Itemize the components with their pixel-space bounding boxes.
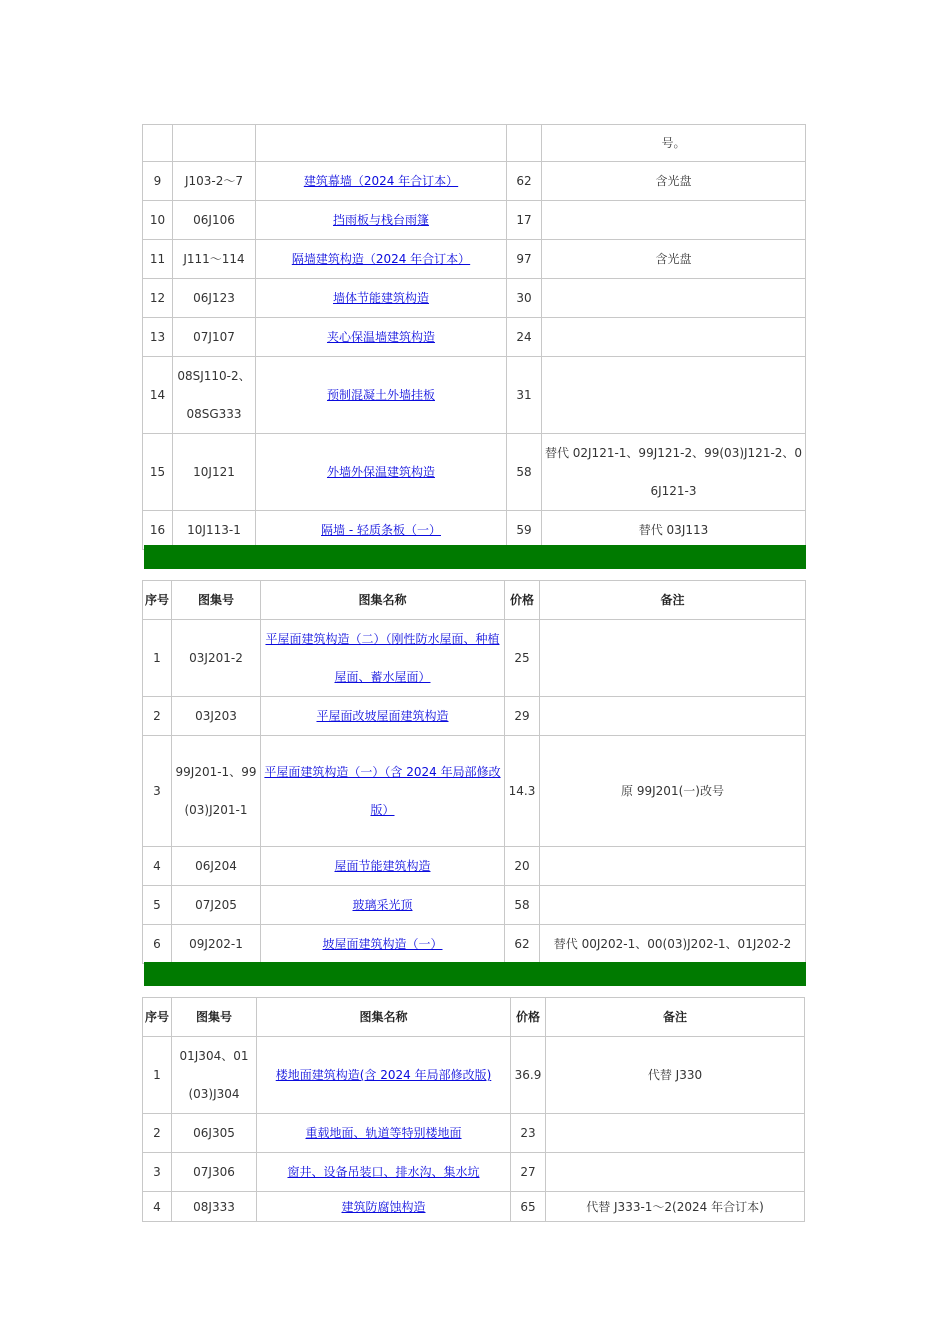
section-divider-band	[144, 962, 806, 986]
table-row	[143, 201, 806, 240]
header-price: 价格	[505, 581, 540, 620]
header-note: 备注	[540, 581, 806, 620]
atlas-note: 代替 J330	[546, 1037, 805, 1114]
table-row	[143, 620, 806, 697]
atlas-note	[540, 847, 806, 886]
atlas-link[interactable]: 墙体节能建筑构造	[332, 291, 429, 305]
atlas-note: 号。	[542, 125, 806, 162]
header-note: 备注	[546, 998, 805, 1037]
atlas-note	[546, 1153, 805, 1192]
table-row	[143, 736, 806, 847]
atlas-link[interactable]: 坡屋面建筑构造（一）	[322, 937, 443, 951]
row-number: 6	[143, 925, 172, 964]
atlas-code: 99J201-1、99(03)J201-1	[172, 736, 261, 847]
atlas-price: 14.3	[505, 736, 540, 847]
atlas-note: 原 99J201(一)改号	[540, 736, 806, 847]
row-number: 3	[143, 1153, 172, 1192]
row-number: 1	[143, 1037, 172, 1114]
table-row	[143, 847, 806, 886]
atlas-name	[256, 240, 507, 279]
atlas-link[interactable]: 建筑幕墙（2024 年合订本）	[303, 174, 459, 188]
header-price: 价格	[511, 998, 546, 1037]
table-row	[143, 697, 806, 736]
atlas-price: 27	[511, 1153, 546, 1192]
atlas-price: 30	[507, 279, 542, 318]
row-number: 14	[143, 357, 173, 434]
table-row	[143, 279, 806, 318]
atlas-link[interactable]: 玻璃采光顶	[352, 898, 413, 912]
atlas-code: 10J121	[173, 434, 256, 511]
atlas-code: 09J202-1	[172, 925, 261, 964]
atlas-name	[257, 1114, 511, 1153]
atlas-note: 含光盘	[542, 240, 806, 279]
atlas-note	[540, 620, 806, 697]
row-number: 1	[143, 620, 172, 697]
atlas-name	[256, 357, 507, 434]
atlas-code: 07J107	[173, 318, 256, 357]
table-row	[143, 162, 806, 201]
atlas-table-roofs	[142, 580, 806, 964]
atlas-code: 03J201-2	[172, 620, 261, 697]
row-number: 2	[143, 697, 172, 736]
atlas-name	[261, 925, 505, 964]
table-header-row	[143, 998, 805, 1037]
atlas-code: J111～114	[173, 240, 256, 279]
atlas-code: 08SJ110-2、08SG333	[173, 357, 256, 434]
section-divider-band	[144, 545, 806, 569]
table-row	[143, 1192, 805, 1222]
atlas-note	[540, 886, 806, 925]
atlas-price: 24	[507, 318, 542, 357]
header-code: 图集号	[172, 998, 257, 1037]
atlas-link[interactable]: 隔墙建筑构造（2024 年合订本）	[291, 252, 471, 266]
atlas-code: 10J113-1	[173, 511, 256, 550]
atlas-table-floors	[142, 997, 805, 1222]
atlas-link[interactable]: 平屋面建筑构造（一）（含 2024 年局部修改版）	[264, 765, 501, 817]
atlas-code: 06J305	[172, 1114, 257, 1153]
header-number: 序号	[143, 581, 172, 620]
table-row	[143, 886, 806, 925]
row-number: 2	[143, 1114, 172, 1153]
atlas-price: 62	[505, 925, 540, 964]
row-number	[143, 125, 173, 162]
table-row	[143, 434, 806, 511]
atlas-link[interactable]: 屋面节能建筑构造	[334, 859, 431, 873]
header-name: 图集名称	[261, 581, 505, 620]
atlas-note	[542, 201, 806, 240]
atlas-link[interactable]: 隔墙 - 轻质条板（一）	[321, 523, 441, 537]
atlas-name	[256, 434, 507, 511]
atlas-code: 07J306	[172, 1153, 257, 1192]
header-name: 图集名称	[257, 998, 511, 1037]
atlas-note: 含光盘	[542, 162, 806, 201]
atlas-name	[261, 620, 505, 697]
atlas-price: 62	[507, 162, 542, 201]
atlas-note	[546, 1114, 805, 1153]
atlas-price: 29	[505, 697, 540, 736]
atlas-note: 替代 03J113	[542, 511, 806, 550]
atlas-name	[256, 125, 507, 162]
atlas-name	[257, 1192, 511, 1222]
atlas-price: 58	[507, 434, 542, 511]
atlas-note: 替代 02J121-1、99J121-2、99(03)J121-2、06J121-3	[542, 434, 806, 511]
table-header-row	[143, 581, 806, 620]
table-row	[143, 1153, 805, 1192]
atlas-price: 97	[507, 240, 542, 279]
atlas-name	[256, 201, 507, 240]
atlas-link[interactable]: 夹心保温墙建筑构造	[326, 330, 435, 344]
atlas-name	[257, 1037, 511, 1114]
atlas-name	[256, 318, 507, 357]
table-row	[143, 125, 806, 162]
header-number: 序号	[143, 998, 172, 1037]
atlas-link[interactable]: 平屋面建筑构造（二）（刚性防水屋面、种植屋面、蓄水屋面）	[265, 632, 500, 684]
atlas-note	[542, 279, 806, 318]
atlas-name	[261, 886, 505, 925]
row-number: 4	[143, 1192, 172, 1222]
atlas-price: 20	[505, 847, 540, 886]
atlas-code: 06J106	[173, 201, 256, 240]
atlas-note	[540, 697, 806, 736]
atlas-price: 31	[507, 357, 542, 434]
atlas-price: 23	[511, 1114, 546, 1153]
atlas-code: 01J304、01(03)J304	[172, 1037, 257, 1114]
table-row	[143, 357, 806, 434]
atlas-link[interactable]: 预制混凝土外墙挂板	[326, 388, 435, 402]
atlas-link[interactable]: 建筑防腐蚀构造	[341, 1199, 426, 1214]
row-number: 10	[143, 201, 173, 240]
table-row	[143, 511, 806, 550]
table-row	[143, 1114, 805, 1153]
row-number: 16	[143, 511, 173, 550]
table-row	[143, 1037, 805, 1114]
atlas-name	[256, 162, 507, 201]
atlas-note	[542, 318, 806, 357]
atlas-name	[261, 736, 505, 847]
atlas-note: 替代 00J202-1、00(03)J202-1、01J202-2	[540, 925, 806, 964]
row-number: 4	[143, 847, 172, 886]
row-number: 15	[143, 434, 173, 511]
table-row	[143, 318, 806, 357]
header-code: 图集号	[172, 581, 261, 620]
atlas-name	[257, 1153, 511, 1192]
row-number: 5	[143, 886, 172, 925]
row-number: 12	[143, 279, 173, 318]
row-number: 3	[143, 736, 172, 847]
row-number: 11	[143, 240, 173, 279]
atlas-name	[261, 697, 505, 736]
atlas-note	[542, 357, 806, 434]
atlas-name	[261, 847, 505, 886]
atlas-link[interactable]: 楼地面建筑构造(含 2024 年局部修改版)	[275, 1068, 492, 1082]
atlas-table-walls	[142, 124, 806, 550]
atlas-price: 25	[505, 620, 540, 697]
atlas-link[interactable]: 窗井、设备吊装口、排水沟、集水坑	[287, 1165, 480, 1179]
atlas-price: 65	[511, 1192, 546, 1222]
atlas-price	[507, 125, 542, 162]
atlas-name	[256, 511, 507, 550]
atlas-note: 代替 J333-1～2(2024 年合订本)	[546, 1192, 805, 1222]
atlas-code: 08J333	[172, 1192, 257, 1222]
atlas-code: J103-2～7	[173, 162, 256, 201]
atlas-link[interactable]: 重载地面、轨道等特别楼地面	[305, 1126, 462, 1140]
atlas-price: 58	[505, 886, 540, 925]
atlas-code: 03J203	[172, 697, 261, 736]
atlas-code	[173, 125, 256, 162]
row-number: 13	[143, 318, 173, 357]
atlas-link[interactable]: 外墙外保温建筑构造	[326, 465, 435, 479]
atlas-link[interactable]: 平屋面改坡屋面建筑构造	[316, 709, 449, 723]
row-number: 9	[143, 162, 173, 201]
atlas-price: 17	[507, 201, 542, 240]
atlas-price: 59	[507, 511, 542, 550]
atlas-name	[256, 279, 507, 318]
table-row	[143, 925, 806, 964]
table-row	[143, 240, 806, 279]
atlas-link[interactable]: 挡雨板与栈台雨篷	[332, 213, 429, 227]
atlas-code: 06J204	[172, 847, 261, 886]
atlas-code: 06J123	[173, 279, 256, 318]
atlas-price: 36.9	[511, 1037, 546, 1114]
atlas-code: 07J205	[172, 886, 261, 925]
